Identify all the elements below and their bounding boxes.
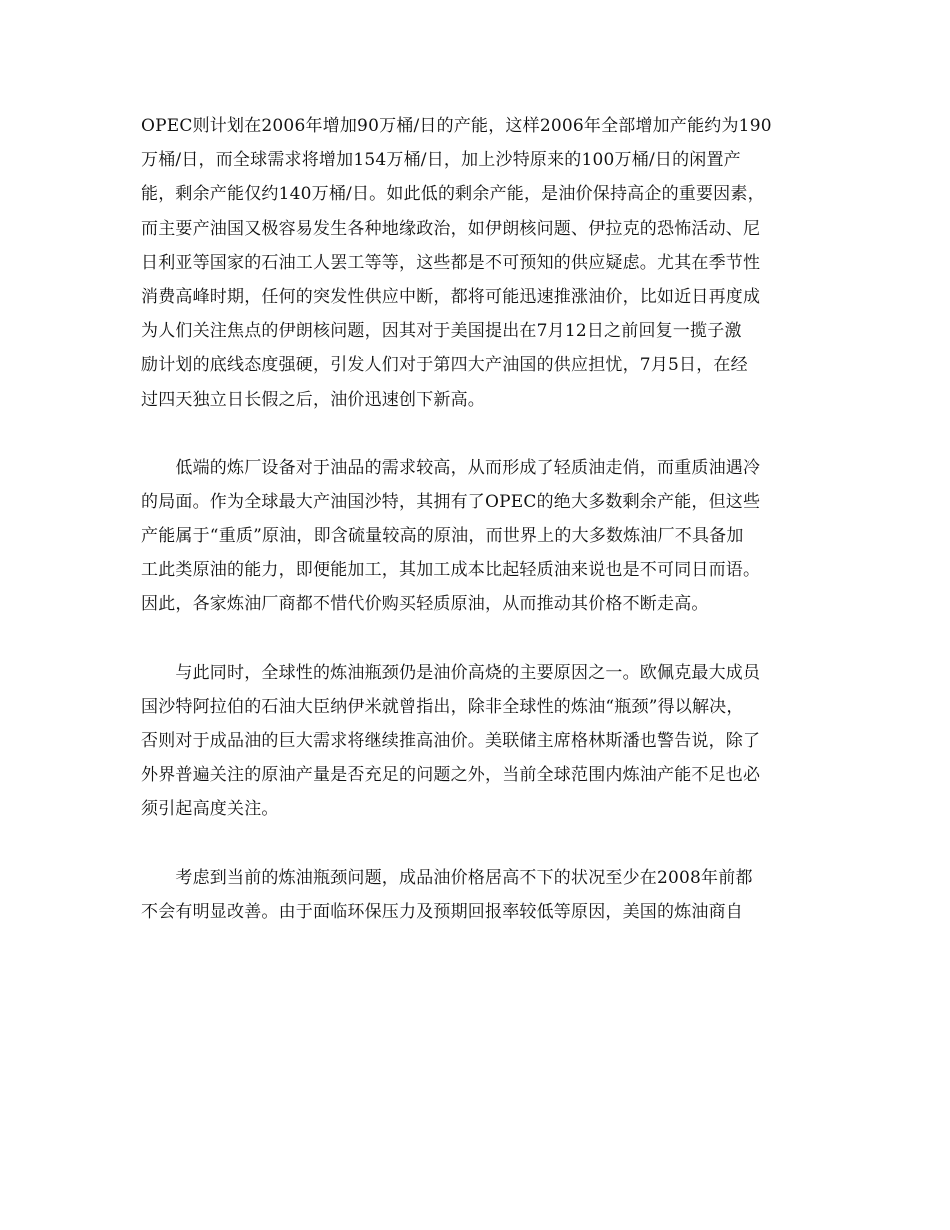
text-line: 产能属于“重质”原油，即含硫量较高的原油，而世界上的大多数炼油厂不具备加 <box>141 526 744 547</box>
text-line: 因此，各家炼油厂商都不惜代价购买轻质原油，从而推动其价格不断走高。 <box>141 594 709 615</box>
text-line: OPEC则计划在2006年增加90万桶/日的产能，这样2006年全部增加产能约为190 <box>141 116 772 136</box>
text-line: 不会有明显改善。由于面临环保压力及预期回报率较低等原因，美国的炼油商自 <box>141 901 743 922</box>
text-line: 国沙特阿拉伯的石油大臣纳伊米就曾指出，除非全球性的炼油“瓶颈”得以解决， <box>141 696 744 717</box>
text-line: 日利亚等国家的石油工人罢工等等，这些都是不可预知的供应疑虑。尤其在季节性 <box>141 252 761 273</box>
paragraph-1 <box>141 109 821 417</box>
text-line: 励计划的底线态度强硬，引发人们对于第四大产油国的供应担忧，7月5日，在经 <box>141 355 748 376</box>
text-line: 否则对于成品油的巨大需求将继续推高油价。美联储主席格林斯潘也警告说，除了 <box>141 731 761 751</box>
text-line: 工此类原油的能力，即便能加工，其加工成本比起轻质油来说也是不可同日而语。 <box>141 560 761 581</box>
text-line: 外界普遍关注的原油产量是否充足的问题之外，当前全球范围内炼油产能不足也必 <box>141 765 761 786</box>
text-line: 低端的炼厂设备对于油品的需求较高，从而形成了轻质油走俏，而重质油遇冷 <box>141 457 761 478</box>
text-line: 消费高峰时期，任何的突发性供应中断，都将可能迅速推涨油价，比如近日再度成 <box>141 286 761 307</box>
paragraph-4 <box>141 861 821 929</box>
text-line: 而主要产油国又极容易发生各种地缘政治，如伊朗核问题、伊拉克的恐怖活动、尼 <box>141 218 761 239</box>
text-line: 过四天独立日长假之后，油价迅速创下新高。 <box>141 389 485 410</box>
text-line: 为人们关注焦点的伊朗核问题，因其对于美国提出在7月12日之前回复一揽子激 <box>141 321 742 342</box>
text-line: 须引起高度关注。 <box>141 799 279 820</box>
document-body <box>141 109 821 929</box>
text-line: 的局面。作为全球最大产油国沙特，其拥有了OPEC的绝大多数剩余产能，但这些 <box>141 491 761 512</box>
text-line: 考虑到当前的炼油瓶颈问题，成品油价格居高不下的状况至少在2008年前都 <box>141 867 753 888</box>
text-line: 与此同时，全球性的炼油瓶颈仍是油价高烧的主要原因之一。欧佩克最大成员 <box>141 662 761 683</box>
paragraph-3 <box>141 656 821 827</box>
paragraph-2 <box>141 451 821 622</box>
text-line: 能，剩余产能仅约140万桶/日。如此低的剩余产能，是油价保持高企的重要因素， <box>141 184 765 205</box>
text-line: 万桶/日，而全球需求将增加154万桶/日，加上沙特原来的100万桶/日的闲置产 <box>141 150 741 171</box>
